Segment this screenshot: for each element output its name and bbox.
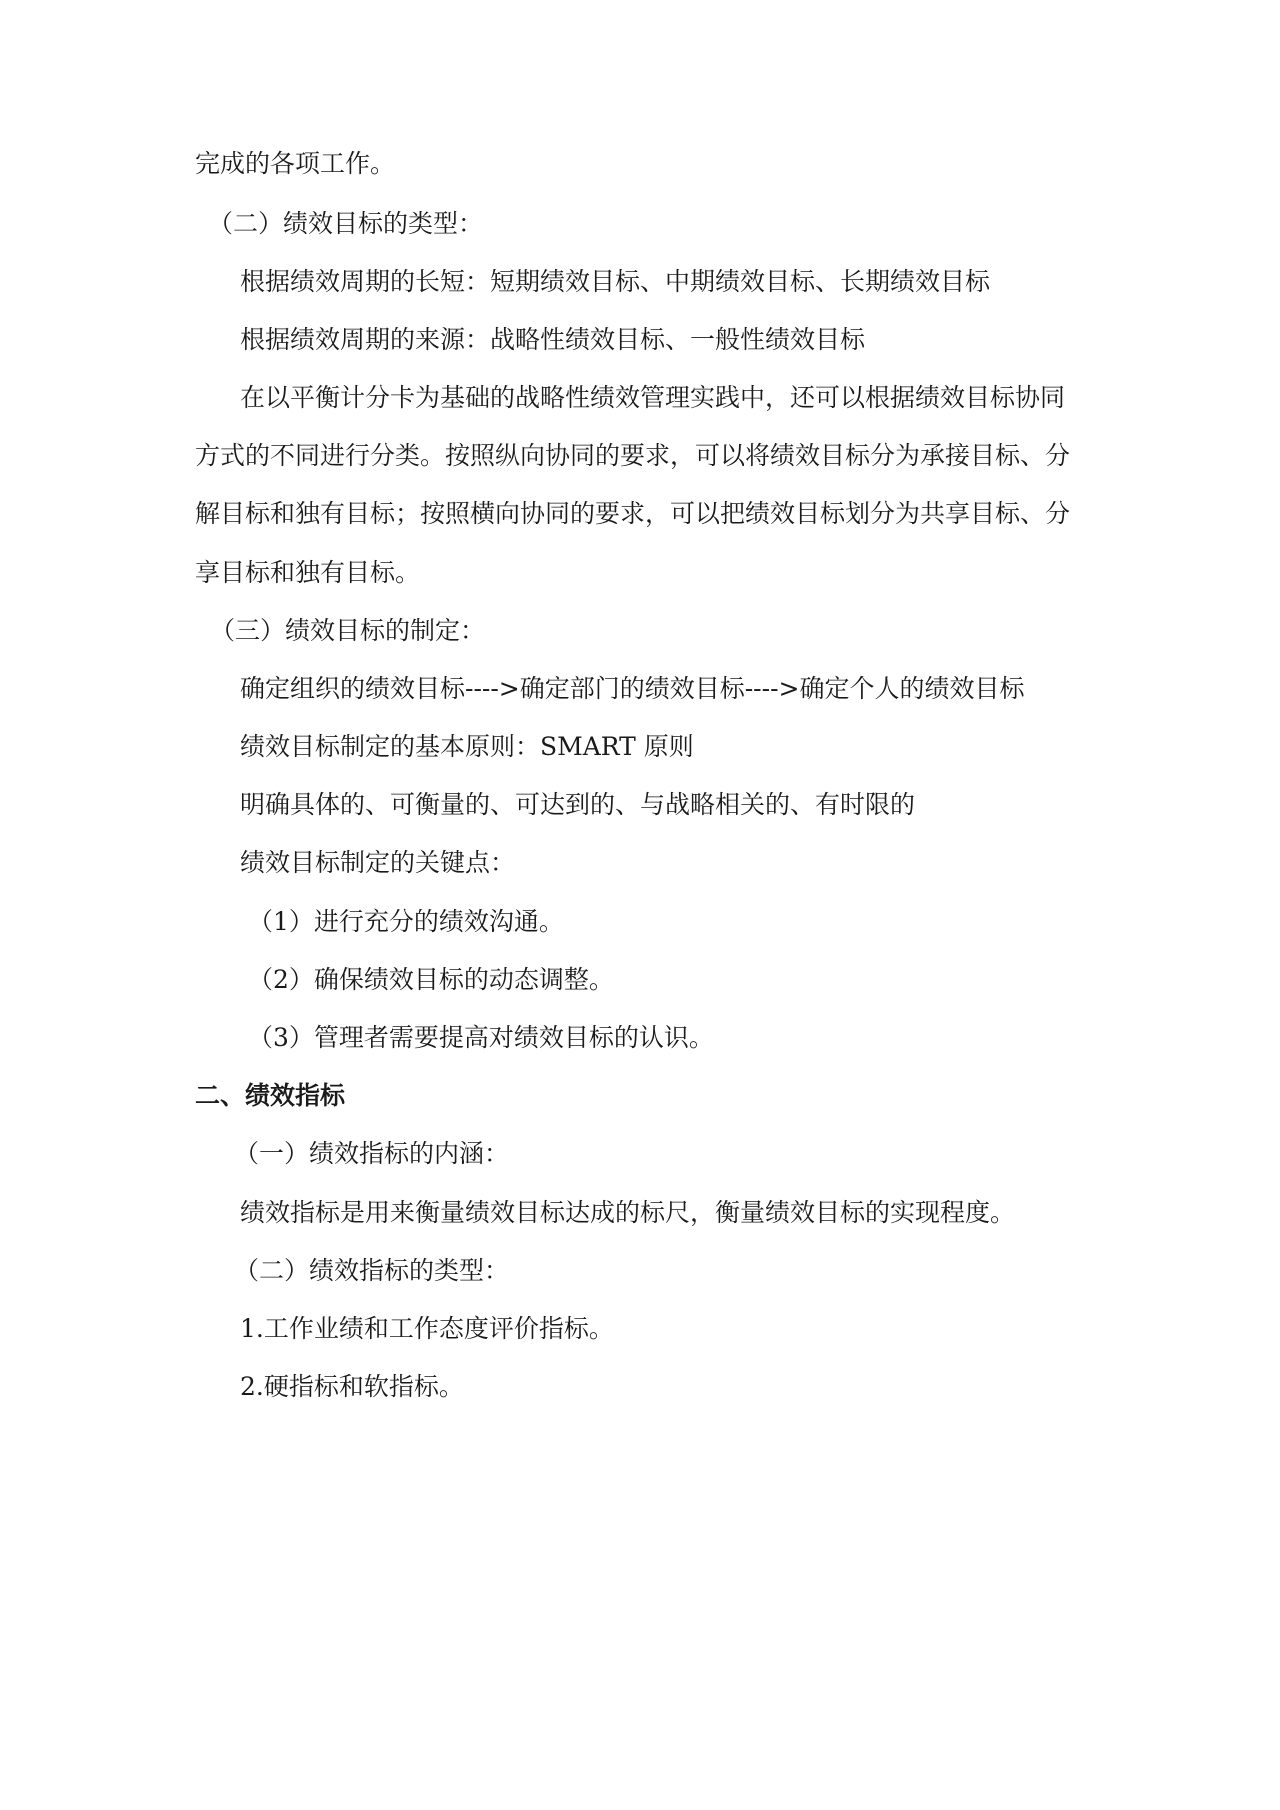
paragraph-line: 绩效目标制定的关键点： xyxy=(240,848,516,877)
paragraph-line: 根据绩效周期的长短：短期绩效目标、中期绩效目标、长期绩效目标 xyxy=(240,267,991,296)
paragraph-line: 方式的不同进行分类。按照纵向协同的要求，可以将绩效目标分为承接目标、分 xyxy=(195,441,1071,470)
subheading: （二）绩效目标的类型： xyxy=(208,209,484,238)
paragraph-line: 解目标和独有目标；按照横向协同的要求，可以把绩效目标划分为共享目标、分 xyxy=(195,499,1071,528)
paragraph-line: 确定组织的绩效目标---->确定部门的绩效目标---->确定个人的绩效目标 xyxy=(240,674,1025,703)
list-item: 2.硬指标和软指标。 xyxy=(240,1372,464,1401)
paragraph-line: 根据绩效周期的来源：战略性绩效目标、一般性绩效目标 xyxy=(240,325,866,354)
paragraph-line: 绩效目标制定的基本原则：SMART 原则 xyxy=(240,732,694,761)
paragraph-line: 享目标和独有目标。 xyxy=(195,558,421,587)
subheading: （二）绩效指标的类型： xyxy=(234,1256,510,1285)
paragraph-line: 明确具体的、可衡量的、可达到的、与战略相关的、有时限的 xyxy=(240,790,916,819)
paragraph-line: 绩效指标是用来衡量绩效目标达成的标尺，衡量绩效目标的实现程度。 xyxy=(240,1198,1016,1227)
subheading: （一）绩效指标的内涵： xyxy=(234,1139,510,1168)
subheading: （三）绩效目标的制定： xyxy=(210,616,486,645)
list-item: （3）管理者需要提高对绩效目标的认识。 xyxy=(248,1023,714,1052)
list-item: （2）确保绩效目标的动态调整。 xyxy=(248,965,614,994)
paragraph-line: 在以平衡计分卡为基础的战略性绩效管理实践中，还可以根据绩效目标协同 xyxy=(240,383,1066,412)
paragraph-line: 完成的各项工作。 xyxy=(195,149,396,178)
list-item: （1）进行充分的绩效沟通。 xyxy=(248,907,564,936)
list-item: 1.工作业绩和工作态度评价指标。 xyxy=(240,1314,614,1343)
section-heading: 二、绩效指标 xyxy=(195,1081,346,1110)
